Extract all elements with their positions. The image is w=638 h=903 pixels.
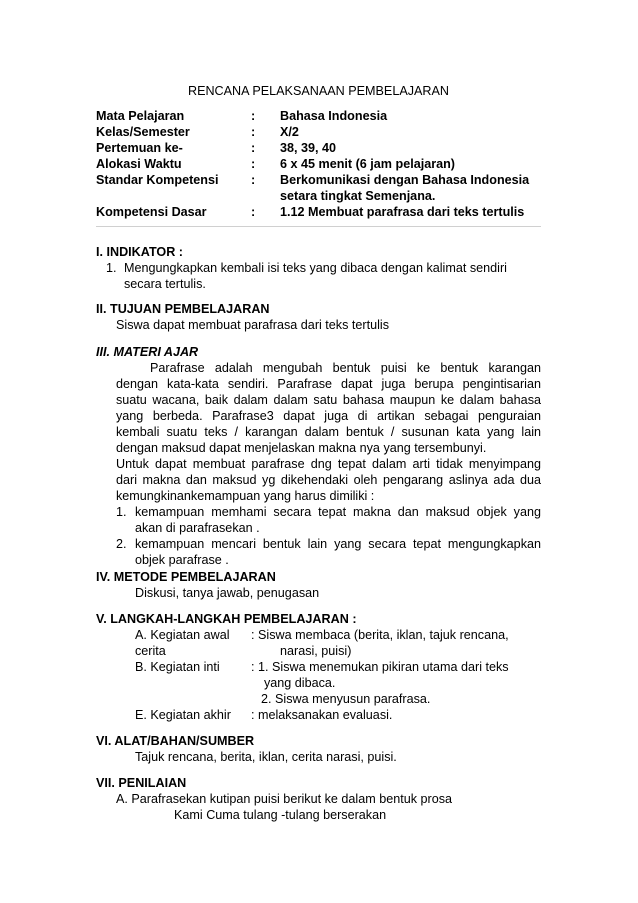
meta-value: Bahasa Indonesia xyxy=(280,109,388,123)
kegiatan-text: 2. Siswa menyusun parafrasa. xyxy=(261,692,431,706)
list-item-text: kemampuan memhami secara tepat makna dan maksud objek yang xyxy=(135,505,541,519)
meta-colon: : xyxy=(251,141,256,155)
kegiatan-text: narasi, puisi) xyxy=(280,644,352,658)
section-heading-metode: IV. METODE PEMBELAJARAN xyxy=(96,570,276,584)
kegiatan-text: : 1. Siswa menemukan pikiran utama dari teks xyxy=(251,660,509,674)
meta-value: setara tingkat Semenjana. xyxy=(280,189,436,203)
meta-label: Kelas/Semester xyxy=(96,125,190,139)
penilaian-item: A. Parafrasekan kutipan puisi berikut ke dalam bentuk prosa xyxy=(116,792,453,806)
metode-text: Diskusi, tanya jawab, penugasan xyxy=(135,586,320,600)
paragraph-line: Parafrase adalah mengubah bentuk puisi ke bentuk karangan xyxy=(150,361,541,375)
kegiatan-label: B. Kegiatan inti xyxy=(135,660,220,674)
kegiatan-label: A. Kegiatan awal xyxy=(135,628,230,642)
meta-colon: : xyxy=(251,125,256,139)
meta-value: 6 x 45 menit (6 jam pelajaran) xyxy=(280,157,455,171)
meta-colon: : xyxy=(251,173,256,187)
document-title: RENCANA PELAKSANAAN PEMBELAJARAN xyxy=(187,84,450,98)
meta-value: 38, 39, 40 xyxy=(280,141,337,155)
section-heading-langkah: V. LANGKAH-LANGKAH PEMBELAJARAN : xyxy=(96,612,357,626)
meta-label: Alokasi Waktu xyxy=(96,157,182,171)
meta-label: Pertemuan ke- xyxy=(96,141,183,155)
meta-row-alokasi-waktu xyxy=(0,156,638,172)
list-number: 1. xyxy=(116,505,127,519)
paragraph-line: dari makna dan maksud yg dikehendaki oleh pengarang aslinya ada dua xyxy=(116,473,541,487)
kegiatan-label: cerita xyxy=(135,644,166,658)
kegiatan-text: : Siswa membaca (berita, iklan, tajuk rencana, xyxy=(251,628,509,642)
paragraph-line: dengan maksud dapat menjelaskan makna nya yang tersembunyi. xyxy=(116,441,487,455)
meta-colon: : xyxy=(251,109,256,123)
meta-label: Standar Kompetensi xyxy=(96,173,219,187)
meta-row-kelas-semester xyxy=(0,124,638,140)
meta-value: 1.12 Membuat parafrasa dari teks tertulis xyxy=(280,205,525,219)
section-heading-tujuan: II. TUJUAN PEMBELAJARAN xyxy=(96,302,270,316)
kegiatan-text: : melaksanakan evaluasi. xyxy=(251,708,393,722)
list-number: 2. xyxy=(116,537,127,551)
paragraph-line: suatu wacana, baik dalam dalam satu bahasa maupun ke dalam bahasa xyxy=(116,393,541,407)
list-item-text: akan di parafrasekan . xyxy=(135,521,260,535)
meta-value: X/2 xyxy=(280,125,299,139)
kegiatan-text: yang dibaca. xyxy=(264,676,336,690)
paragraph-line: kembali suatu teks / karangan dalam bentuk / susunan kata yang lain xyxy=(116,425,541,439)
list-number: 1. xyxy=(106,261,117,275)
meta-value: Berkomunikasi dengan Bahasa Indonesia xyxy=(280,173,530,187)
list-item-text: kemampuan mencari bentuk lain yang secara tepat mengungkapkan xyxy=(135,537,541,551)
meta-row-standar-kompetensi-cont xyxy=(0,188,638,204)
meta-row-standar-kompetensi xyxy=(0,172,638,188)
alat-text: Tajuk rencana, berita, iklan, cerita narasi, puisi. xyxy=(135,750,397,764)
indikator-text-line: secara tertulis. xyxy=(124,277,206,291)
tujuan-text: Siswa dapat membuat parafrasa dari teks tertulis xyxy=(116,318,389,332)
header-divider xyxy=(96,226,541,227)
meta-label: Kompetensi Dasar xyxy=(96,205,207,219)
poem-line: Kami Cuma tulang -tulang berserakan xyxy=(174,808,387,822)
paragraph-line: yang berbeda. Parafrase3 dapat juga di artikan sebagai penguraian xyxy=(116,409,541,423)
indikator-text-line: Mengungkapkan kembali isi teks yang dibaca dengan kalimat sendiri xyxy=(124,261,507,275)
section-heading-penilaian: VII. PENILAIAN xyxy=(96,776,187,790)
meta-colon: : xyxy=(251,205,256,219)
kegiatan-label: E. Kegiatan akhir xyxy=(135,708,231,722)
paragraph-line: kemungkinankemampuan yang harus dimiliki : xyxy=(116,489,375,503)
paragraph-line: Untuk dapat membuat parafrase dng tepat dalam arti tidak menyimpang xyxy=(116,457,541,471)
paragraph-line: dengan kata-kata sendiri. Parafrase dapat juga berupa pengintisarian xyxy=(116,377,541,391)
meta-label: Mata Pelajaran xyxy=(96,109,185,123)
list-item-text: objek parafrase . xyxy=(135,553,229,567)
meta-row-pertemuan xyxy=(0,140,638,156)
meta-row-mata-pelajaran xyxy=(0,108,638,124)
section-heading-alat: VI. ALAT/BAHAN/SUMBER xyxy=(96,734,255,748)
section-heading-indikator: I. INDIKATOR : xyxy=(96,245,183,259)
section-heading-materi: III. MATERI AJAR xyxy=(96,345,199,359)
meta-row-kompetensi-dasar xyxy=(0,204,638,220)
meta-colon: : xyxy=(251,157,256,171)
